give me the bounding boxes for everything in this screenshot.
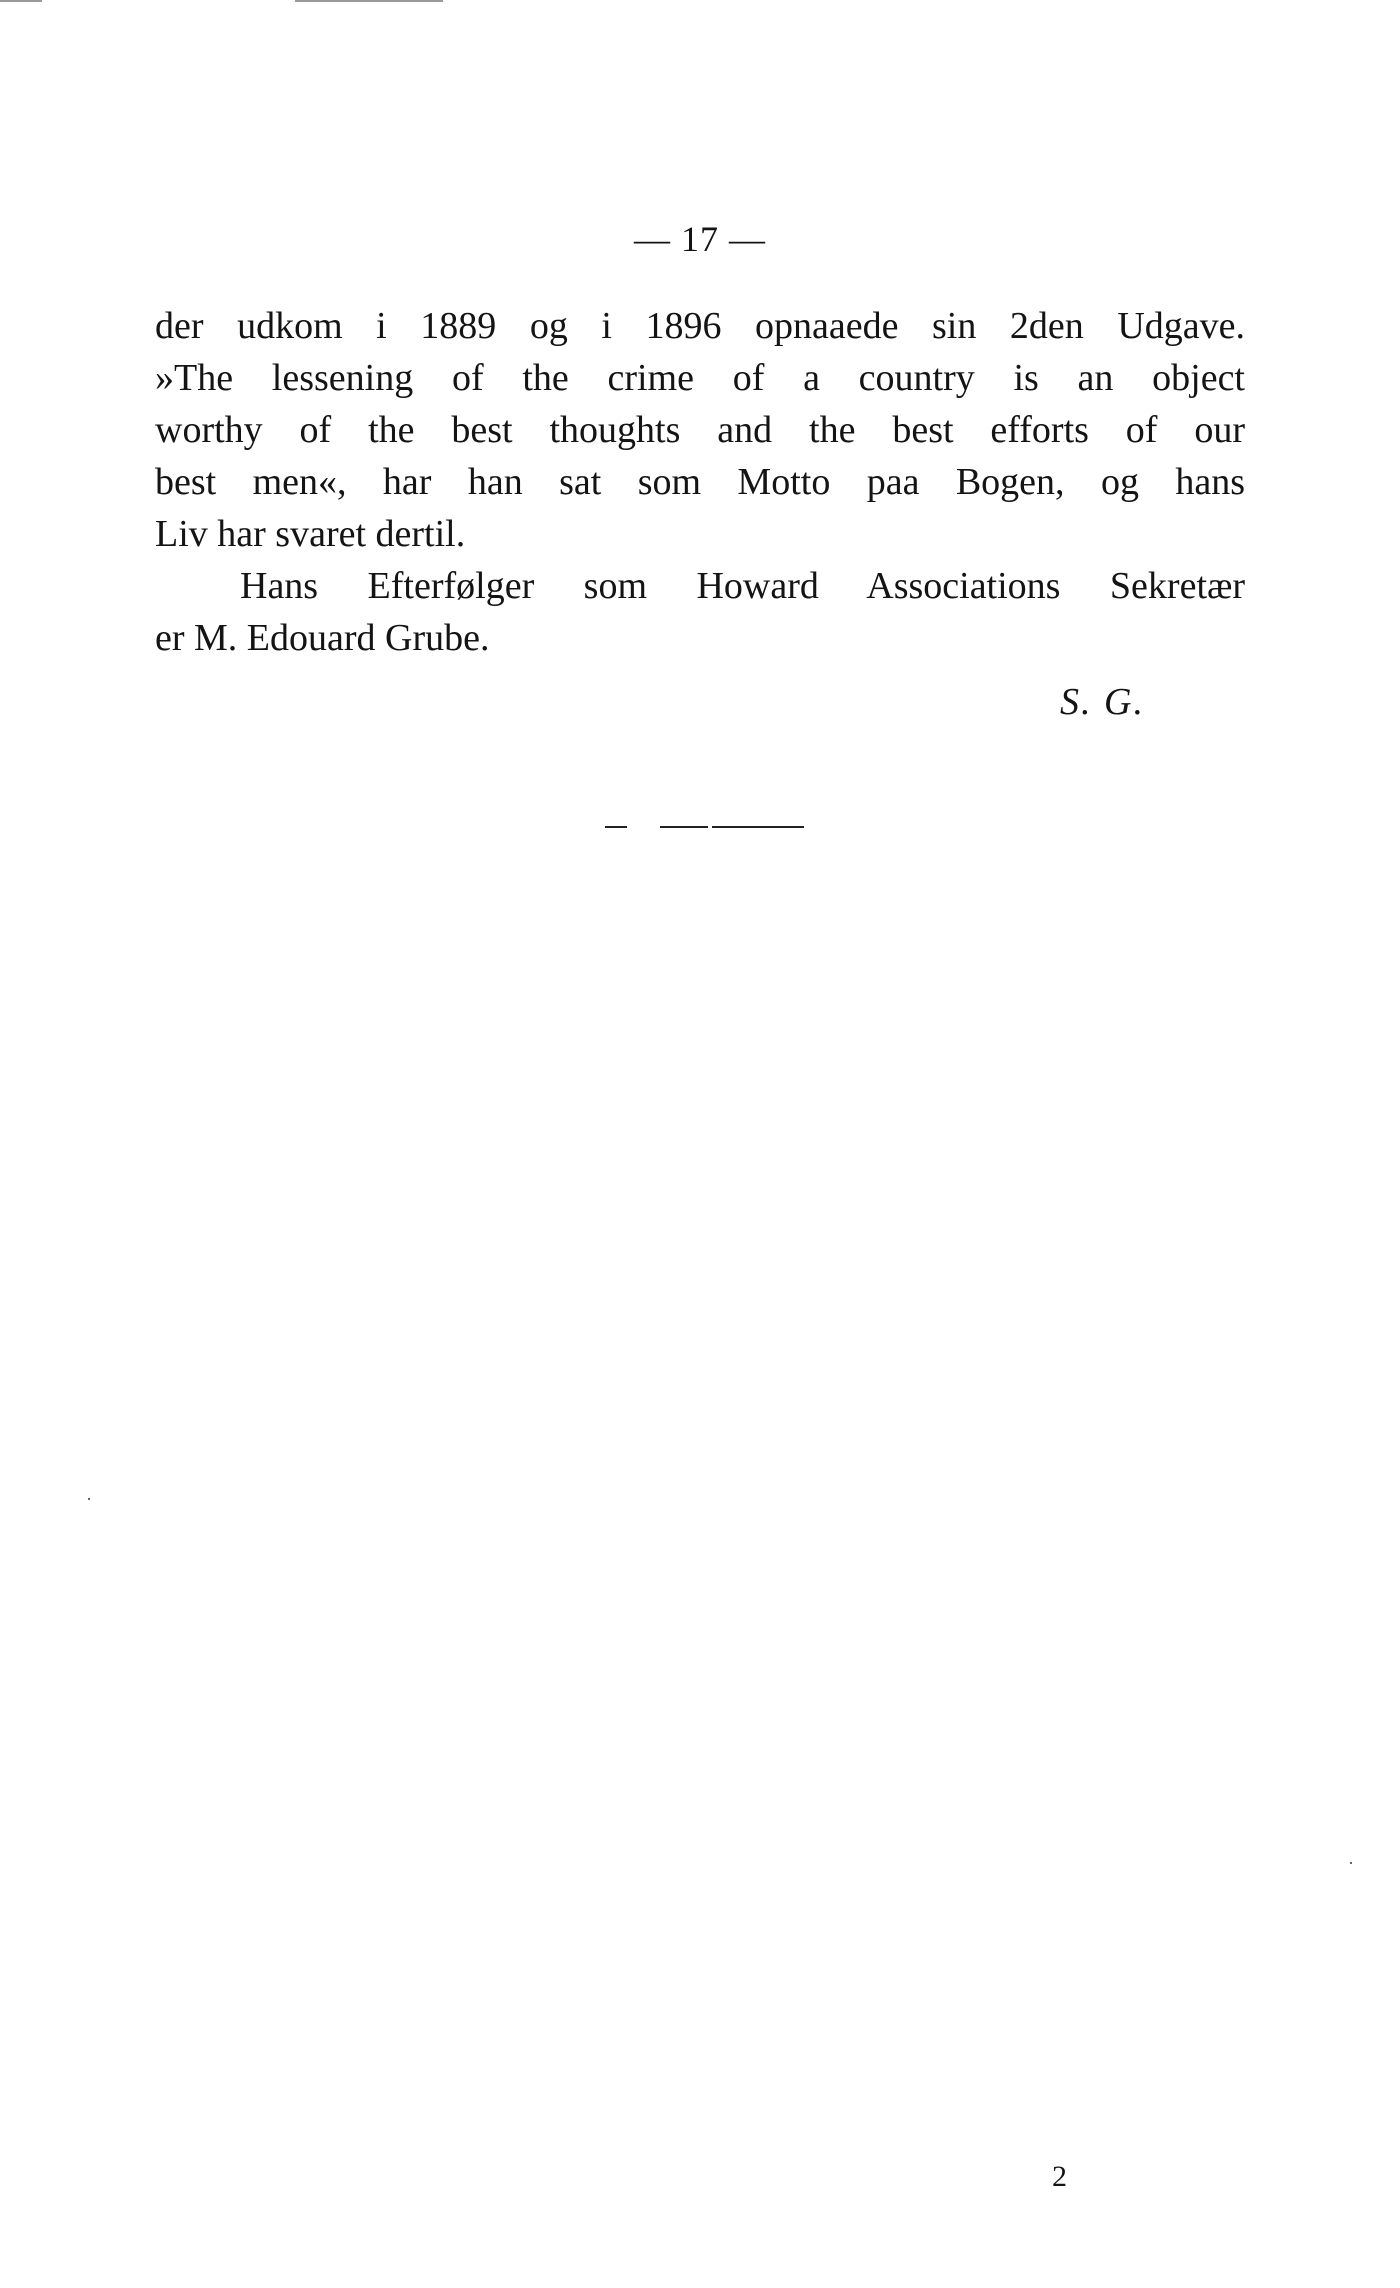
text-line: Hans Efterfølger som Howard Associations Sekretær bbox=[240, 565, 1245, 607]
body-paragraph bbox=[155, 300, 1245, 664]
scan-edge-mark bbox=[295, 0, 443, 2]
section-divider bbox=[712, 826, 804, 828]
scan-speck bbox=[1350, 1862, 1352, 1864]
page-number: — 17 — bbox=[634, 219, 766, 259]
text-line: worthy of the best thoughts and the best efforts of our bbox=[155, 409, 1245, 451]
scan-edge-mark bbox=[0, 0, 42, 2]
signature-mark: 2 bbox=[1052, 2160, 1067, 2193]
text-line: best men«, har han sat som Motto paa Bogen, og hans bbox=[155, 461, 1245, 503]
text-line: der udkom i 1889 og i 1896 opnaaede sin 2den Udgave. bbox=[155, 305, 1245, 347]
text-line: »The lessening of the crime of a country is an object bbox=[155, 357, 1245, 399]
section-divider bbox=[660, 826, 708, 828]
author-initials: S. G. bbox=[1060, 681, 1145, 723]
text-line: er M. Edouard Grube. bbox=[155, 617, 490, 659]
scan-speck bbox=[88, 1498, 90, 1500]
text-line: Liv har svaret dertil. bbox=[155, 513, 466, 555]
section-divider bbox=[605, 826, 627, 828]
